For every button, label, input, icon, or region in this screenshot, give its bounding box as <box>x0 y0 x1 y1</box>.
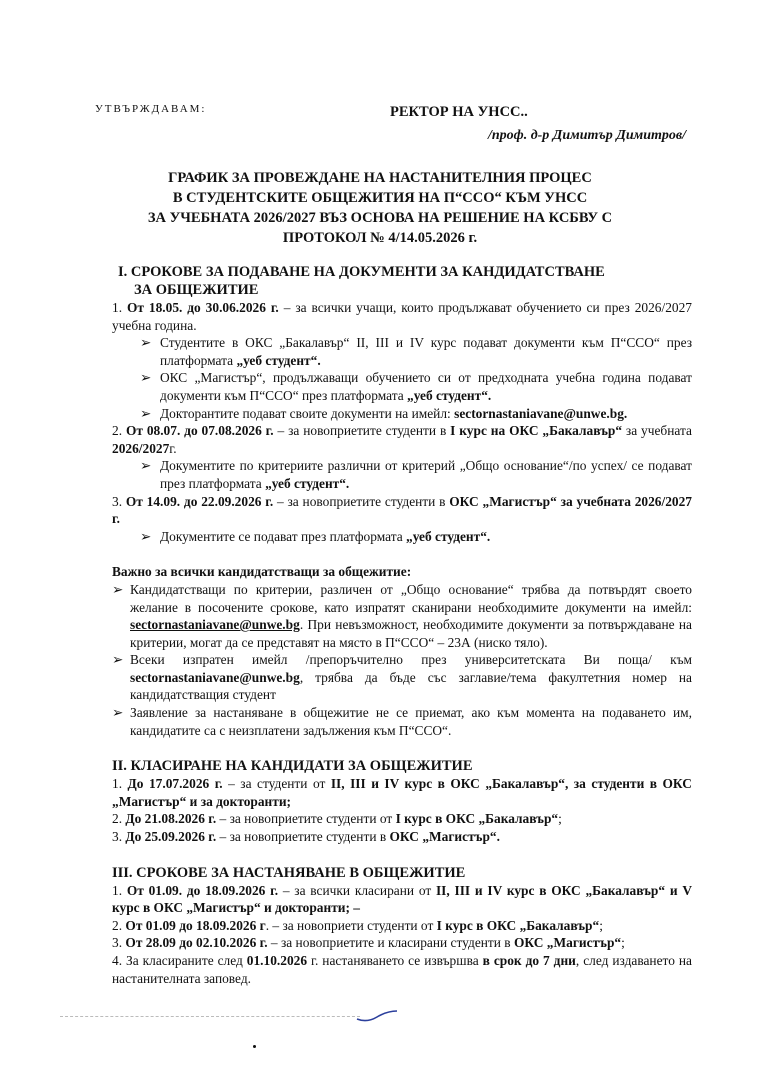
s2-item-3-date: До 25.09.2026 г. <box>125 829 217 845</box>
s1-item-3-sub-1-text: Документите се подават през платформата <box>160 528 407 544</box>
title-line-1: ГРАФИК ЗА ПРОВЕЖДАНЕ НА НАСТАНИТЕЛНИЯ ПРОЦЕС <box>168 170 592 186</box>
s1-item-2-year: 2026/2027 <box>112 440 170 456</box>
approve-label: УТВЪРЖДАВАМ: <box>95 103 207 115</box>
s1-item-1-num: 1. <box>112 300 123 315</box>
title-line-3: ЗА УЧЕБНАТА 2026/2027 ВЪЗ ОСНОВА НА РЕШЕНИЕ НА КСБВУ С <box>147 210 613 226</box>
s1-item-1-sub-2 <box>112 369 692 404</box>
s1-item-1-dates: От 18.05. до 30.06.2026 г. <box>126 300 279 315</box>
s3-item-2-text: . – за новоприети студенти от <box>265 917 437 933</box>
s1-item-2-dates: От 08.07. до 07.08.2026 г. <box>125 423 274 439</box>
important-bullet-1-text: Кандидатстващи по критерии, различен от „Общо основание“ трябва да потвърдят своето желание в посочените срокове, като изпратят сканирани необходимите документи на имейл: <box>130 581 692 615</box>
s2-item-2-bold: I курс в ОКС „Бакалавър“ <box>395 811 559 827</box>
important-bullet-3 <box>112 704 692 739</box>
s2-item-1-bold: II, III и IV курс в ОКС „Бакалавър“, за студенти в ОКС „Магистър“ и за докторанти; <box>112 776 692 809</box>
s1-item-2-sub-1 <box>112 457 692 492</box>
s3-item-3-dates: От 28.09 до 02.10.2026 г. <box>125 935 268 951</box>
signature-mark-icon <box>355 1005 415 1025</box>
s3-item-3-text: – за новоприетите и класирани студенти в <box>267 935 514 951</box>
s3-item-2-text-2: ; <box>599 917 603 933</box>
section-1-heading-line-2: ЗА ОБЩЕЖИТИЕ <box>134 282 259 298</box>
s1-item-3-dates: От 14.09. до 22.09.2026 г. <box>125 493 274 509</box>
s1-item-2-text: – за новоприетите студенти в <box>273 423 451 439</box>
section-3-heading: III. СРОКОВЕ ЗА НАСТАНЯВАНЕ В ОБЩЕЖИТИЕ <box>112 864 466 881</box>
s3-item-3-bold: ОКС „Магистър“ <box>513 935 622 951</box>
s2-item-3-text: – за новоприетите студенти в <box>216 829 390 845</box>
s3-item-1-bold: II, III и IV курс в ОКС „Бакалавър“ и V курс в ОКС „Магистър“ и докторанти; – <box>112 882 693 916</box>
s3-item-2 <box>112 917 692 935</box>
section-1-heading-line-1: I. СРОКОВЕ ЗА ПОДАВАНЕ НА ДОКУМЕНТИ ЗА КАНДИДАТСТВАНЕ <box>118 264 605 280</box>
arrow-bullet-icon: ➢ <box>140 335 152 351</box>
important-bullet-2 <box>112 651 692 704</box>
arrow-bullet-icon: ➢ <box>140 528 152 544</box>
s2-item-1-num: 1. <box>112 776 123 792</box>
s1-item-1-sub-3-text: Докторантите подават своите документи на имейл: <box>160 405 455 421</box>
important-bullet-1-text-2: . При невъзможност, необходимите документи за потвърждаване на критерии, могат да се представят на място в П“ССО“ – 23А (ниско тяло). <box>130 617 692 650</box>
s1-item-1-sub-1 <box>112 334 692 369</box>
arrow-bullet-icon: ➢ <box>140 370 152 386</box>
s2-item-3-num: 3. <box>112 829 123 845</box>
important-heading-text: Важно за всички кандидатстващи за общежитие: <box>112 564 412 580</box>
important-bullet-2-text-2: , трябва да бъде със заглавие/тема факултетния номер на кандидатстващия студент <box>130 669 692 703</box>
important-bullet-1 <box>112 581 692 651</box>
s2-item-1-text: – за студенти от <box>222 776 331 792</box>
arrow-bullet-icon: ➢ <box>112 581 124 597</box>
s1-item-1-sub-2-text: ОКС „Магистър“, продължаващи обучението си от предходната учебна година подават документи към П“ССО“ през платформата <box>160 370 692 403</box>
s3-item-4-text-3: , след издаването на настанителната заповед. <box>112 953 692 986</box>
s1-item-3 <box>112 493 692 528</box>
s3-item-4 <box>112 952 692 987</box>
arrow-bullet-icon: ➢ <box>140 405 152 421</box>
s1-item-2 <box>112 422 692 457</box>
title-line-4: ПРОТОКОЛ № 4/14.05.2026 г. <box>282 230 478 246</box>
s2-item-2 <box>112 810 692 828</box>
s2-item-2-text: – за новоприетите студенти от <box>216 811 396 827</box>
arrow-bullet-icon: ➢ <box>112 705 124 721</box>
document-body <box>112 263 692 987</box>
s2-item-1-date: До 17.07.2026 г. <box>127 776 223 792</box>
s3-item-4-text: За класираните след <box>122 953 247 968</box>
s1-item-2-sub-1-bold: „уеб студент“. <box>265 475 350 491</box>
section-2-heading: II. КЛАСИРАНЕ НА КАНДИДАТИ ЗА ОБЩЕЖИТИЕ <box>112 758 473 775</box>
important-heading <box>112 563 692 581</box>
s1-item-3-bold: ОКС „Магистър“ за учебната 2026/2027 г. <box>112 493 692 527</box>
s1-item-3-sub-1 <box>112 528 692 546</box>
s1-item-2-text-2: за учебната <box>622 423 692 439</box>
important-bullet-2-email: sectornastaniavane@unwe.bg <box>130 669 300 685</box>
s1-item-1-sub-3 <box>112 405 692 423</box>
s3-item-3-num: 3. <box>112 935 123 951</box>
s2-item-1 <box>112 775 692 810</box>
s1-item-3-num: 3. <box>112 493 123 509</box>
s1-item-1-sub-3-email: sectornastaniavane@unwe.bg. <box>454 405 628 421</box>
s3-item-4-num: 4. <box>112 953 123 968</box>
s2-item-3-bold: ОКС „Магистър“. <box>389 829 500 845</box>
s3-item-2-num: 2. <box>112 917 123 933</box>
s1-item-2-text-3: г. <box>169 440 177 456</box>
s1-item-1-text: – за всички учащи, които продължават обучението си през 2026/2027 учебна година. <box>112 300 692 333</box>
s3-item-2-bold: I курс в ОКС „Бакалавър“ <box>436 917 600 933</box>
s3-item-2-dates: От 01.09 до 18.09.2026 г <box>125 917 266 933</box>
s3-item-3 <box>112 934 692 952</box>
s1-item-3-text: – за новоприетите студенти в <box>273 493 450 509</box>
arrow-bullet-icon: ➢ <box>140 458 152 474</box>
s1-item-2-sub-1-text: Документите по критериите различни от критерий „Общо основание“/по успех/ се подават през платформата <box>160 458 692 491</box>
s3-item-1-num: 1. <box>112 882 123 898</box>
s2-item-2-text-2: ; <box>558 811 562 827</box>
s3-item-1 <box>112 882 692 917</box>
s1-item-1-sub-1-text: Студентите в ОКС „Бакалавър“ II, III и IV курс подават документи към П“ССО“ през платформата <box>160 335 692 368</box>
s3-item-4-date: 01.10.2026 <box>246 953 308 968</box>
s3-item-1-text: – за всички класирани от <box>278 882 436 898</box>
s1-item-2-num: 2. <box>112 423 123 439</box>
s2-item-3 <box>112 828 692 846</box>
rector-title: РЕКТОР НА УНСС.. <box>390 104 528 120</box>
important-bullet-3-text: Заявление за настаняване в общежитие не се приемат, ако към момента на подаването им, кандидатите са с неизплатени задължения към П“ССО“. <box>130 705 692 738</box>
s1-item-1-sub-1-bold: „уеб студент“. <box>236 352 321 368</box>
s3-item-1-dates: От 01.09. до 18.09.2026 г. <box>126 882 279 898</box>
arrow-bullet-icon: ➢ <box>112 652 124 668</box>
s1-item-1-sub-2-bold: „уеб студент“. <box>407 387 492 403</box>
s3-item-4-bold: в срок до 7 дни <box>482 953 576 968</box>
s2-item-2-date: До 21.08.2026 г. <box>125 811 217 827</box>
s3-item-3-text-2: ; <box>621 935 625 951</box>
document-title <box>110 168 650 248</box>
email-link[interactable]: sectornastaniavane@unwe.bg <box>130 617 300 633</box>
s1-item-1 <box>112 299 692 334</box>
s1-item-2-bold: I курс на ОКС „Бакалавър“ <box>450 423 623 439</box>
s2-item-2-num: 2. <box>112 811 123 827</box>
section-1-heading <box>112 263 692 299</box>
rector-name: /проф. д-р Димитър Димитров/ <box>488 128 687 143</box>
important-bullet-2-text: Всеки изпратен имейл /препоръчително през университетската Ви поща/ към <box>130 652 692 668</box>
s1-item-3-sub-1-bold: „уеб студент“. <box>406 528 491 544</box>
s3-item-4-text-2: г. настаняването се извършва <box>307 953 483 968</box>
scan-dot <box>253 1045 256 1048</box>
signature-line <box>60 1016 360 1017</box>
title-line-2: В СТУДЕНТСКИТЕ ОБЩЕЖИТИЯ НА П“ССО“ КЪМ УНСС <box>172 190 588 206</box>
